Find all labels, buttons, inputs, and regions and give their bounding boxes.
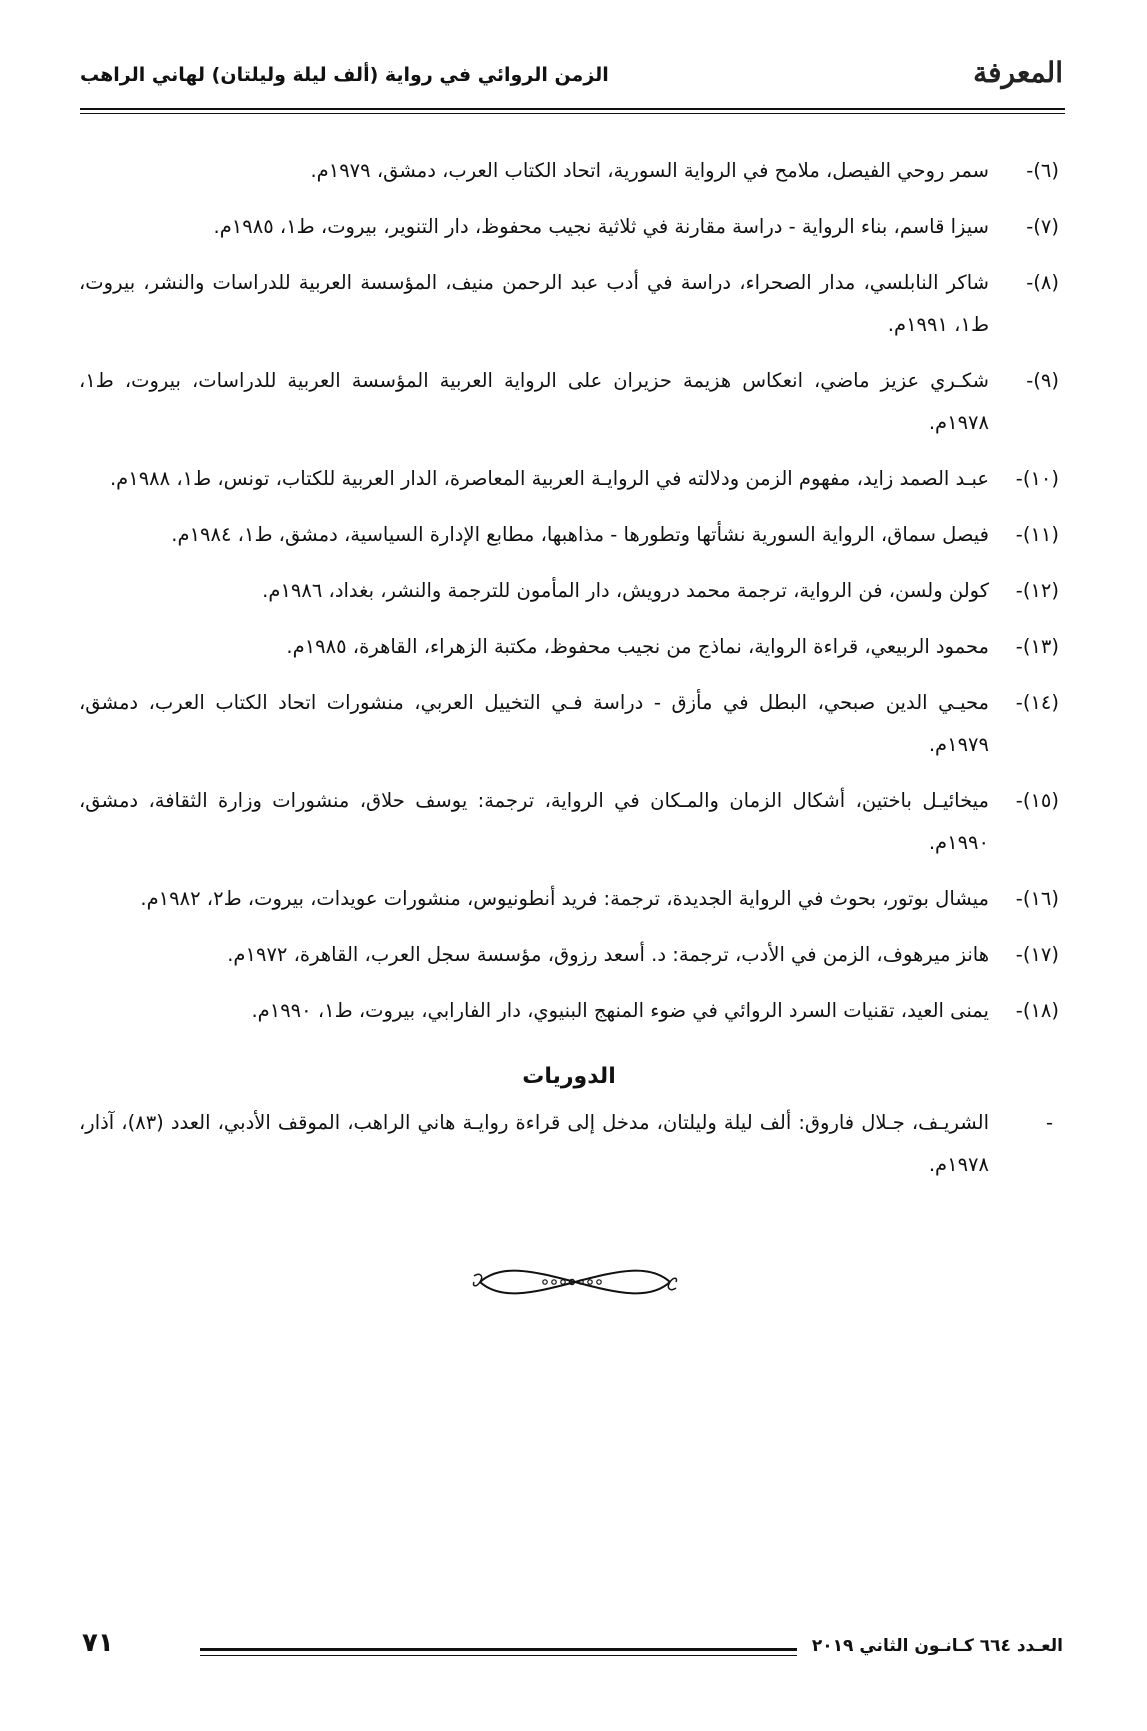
reference-item [79,360,1059,444]
reference-text: فيصل سماق، الرواية السورية نشأتها وتطورها - مذاهبها، مطابع الإدارة السياسية، دمشق، ط١، ١٩٨٤م. [171,523,989,546]
ornament-divider-icon [470,1262,680,1302]
reference-item [79,990,1059,1032]
footer-rule [200,1648,797,1651]
reference-text: هانز ميرهوف، الزمن في الأدب، ترجمة: د. أسعد رزوق، مؤسسة سجل العرب، القاهرة، ١٩٧٢م. [227,943,989,966]
reference-number: (١٢)- [1015,579,1059,602]
reference-item [79,934,1059,976]
periodicals-heading: الدوريات [522,1064,616,1089]
reference-item [79,626,1059,668]
reference-item [79,682,1059,766]
reference-number: (٨)- [1026,271,1059,294]
reference-number: (٩)- [1026,369,1059,392]
reference-text: محيـي الدين صبحي، البطل في مأزق - دراسة فـي التخييل العربي، منشورات اتحاد الكتاب العرب، دمشق، ١٩٧٩م. [79,691,989,756]
periodicals-list [79,1102,1059,1186]
reference-number: (١١)- [1015,523,1059,546]
periodical-item [79,1102,1059,1186]
reference-item [79,458,1059,500]
footer-rule-thin [200,1655,797,1656]
footer-issue-info: العـدد ٦٦٤ كـانـون الثاني ٢٠١٩ [811,1636,1063,1656]
reference-text: سيزا قاسم، بناء الرواية - دراسة مقارنة في ثلاثية نجيب محفوظ، دار التنوير، بيروت، ط١، ١٩٨٥م. [213,215,989,238]
reference-text: ميخائيـل باختين، أشكال الزمان والمـكان في الرواية، ترجمة: يوسف حلاق، منشورات وزارة الثقافة، دمشق، ١٩٩٠م. [79,789,989,854]
reference-text: شكـري عزيز ماضي، انعكاس هزيمة حزيران على الرواية العربية المؤسسة العربية للدراسات، بيروت، ط١، ١٩٧٨م. [79,369,989,434]
running-title: الزمن الروائي في رواية (ألف ليلة وليلتان) لهاني الراهب [80,64,609,86]
periodical-text: الشريـف، جـلال فاروق: ألف ليلة وليلتان، مدخل إلى قراءة روايـة هاني الراهب، الموقف الأدبي، العدد (٨٣)، آذار، ١٩٧٨م. [79,1111,989,1176]
reference-item [79,150,1059,192]
reference-text: كولن ولسن، فن الرواية، ترجمة محمد درويش، دار المأمون للترجمة والنشر، بغداد، ١٩٨٦م. [262,579,989,602]
reference-number: (٧)- [1026,215,1059,238]
reference-item [79,780,1059,864]
periodical-marker: - [1045,1111,1053,1134]
reference-text: سمر روحي الفيصل، ملامح في الرواية السورية، اتحاد الكتاب العرب، دمشق، ١٩٧٩م. [310,159,989,182]
reference-text: محمود الربيعي، قراءة الرواية، نماذج من نجيب محفوظ، مكتبة الزهراء، القاهرة، ١٩٨٥م. [286,635,989,658]
header-rule [80,108,1065,110]
reference-number: (١٦)- [1015,887,1059,910]
reference-text: عبـد الصمد زايد، مفهوم الزمن ودلالته في الروايـة العربية المعاصرة، الدار العربية للكتاب، تونس، ط١، ١٩٨٨م. [109,467,989,490]
reference-number: (١٧)- [1015,943,1059,966]
page-header [80,48,1065,98]
reference-list [79,150,1059,1032]
reference-number: (١٨)- [1015,999,1059,1022]
reference-item [79,570,1059,612]
reference-number: (١٤)- [1015,691,1059,714]
bibliography [79,150,1059,1186]
reference-number: (١٥)- [1015,789,1059,812]
journal-logo: المعرفة [973,56,1063,89]
reference-text: يمنى العيد، تقنيات السرد الروائي في ضوء المنهج البنيوي، دار الفارابي، بيروت، ط١، ١٩٩٠م. [251,999,989,1022]
reference-item [79,262,1059,346]
page-number: ٧١ [82,1628,114,1658]
reference-item [79,206,1059,248]
header-rule-thin [80,113,1065,114]
reference-number: (١٣)- [1015,635,1059,658]
reference-item [79,878,1059,920]
reference-text: شاكر النابلسي، مدار الصحراء، دراسة في أدب عبد الرحمن منيف، المؤسسة العربية للدراسات والنشر، بيروت، ط١، ١٩٩١م. [79,271,989,336]
reference-number: (٦)- [1026,159,1059,182]
reference-text: ميشال بوتور، بحوث في الرواية الجديدة، ترجمة: فريد أنطونيوس، منشورات عويدات، بيروت، ط٢، ١٩٨٢م. [140,887,989,910]
reference-number: (١٠)- [1015,467,1059,490]
reference-item [79,514,1059,556]
